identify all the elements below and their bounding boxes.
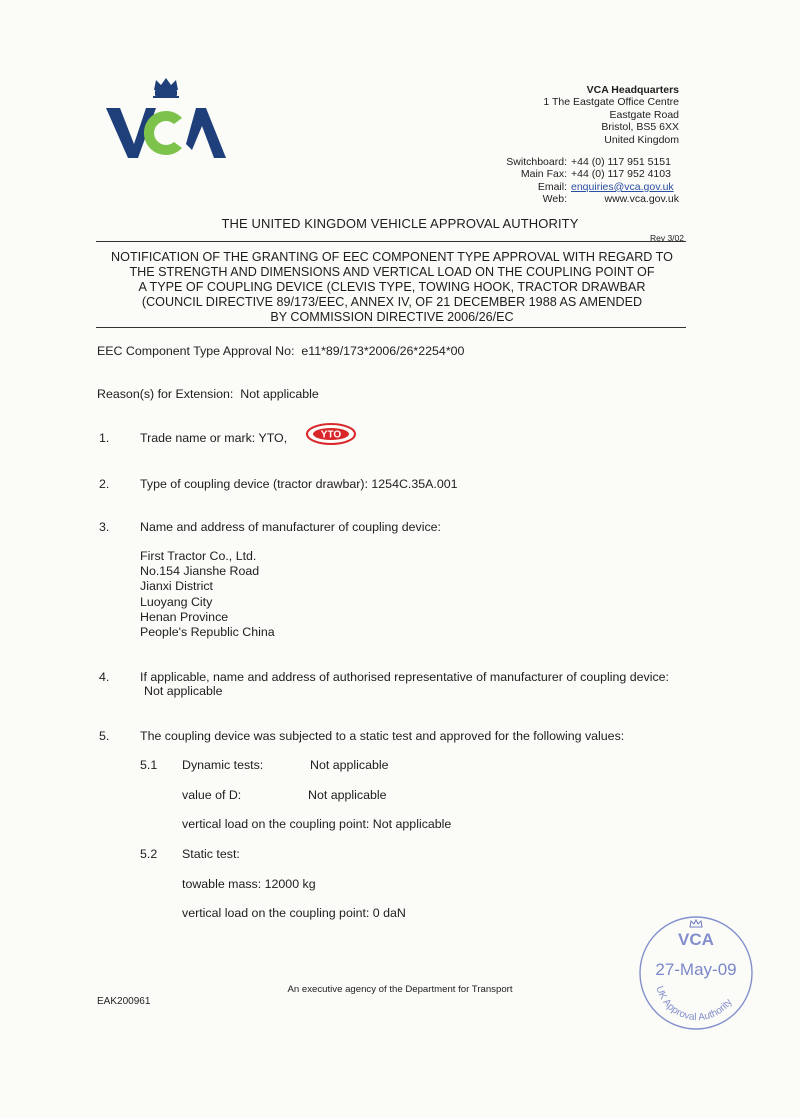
revision: Rev 3/02 bbox=[649, 233, 684, 243]
hq-line: Bristol, BS5 6XX bbox=[601, 121, 679, 134]
towable-mass: towable mass: 12000 kg bbox=[182, 877, 316, 891]
approval-value: e11*89/173*2006/26*2254*00 bbox=[301, 344, 465, 358]
contact-label: Switchboard: bbox=[506, 156, 567, 168]
address-line: First Tractor Co., Ltd. bbox=[140, 549, 257, 563]
contact-value: +44 (0) 117 952 4103 bbox=[571, 168, 671, 181]
hq-line: 1 The Eastgate Office Centre bbox=[543, 96, 679, 109]
yto-logo bbox=[305, 422, 357, 446]
dynamic-tests-label: Dynamic tests: bbox=[182, 758, 264, 772]
document-reference: EAK200961 bbox=[97, 996, 151, 1007]
representative-value: Not applicable bbox=[144, 684, 223, 698]
crown-icon bbox=[153, 78, 179, 98]
divider bbox=[96, 241, 686, 242]
stamp-logo: VCA bbox=[678, 930, 714, 949]
address-line: No.154 Jianshe Road bbox=[140, 564, 260, 579]
manufacturer-heading: Name and address of manufacturer of coupling device: bbox=[140, 520, 441, 534]
yto-logo-text: YTO bbox=[320, 429, 342, 441]
address-line: Luoyang City bbox=[140, 594, 213, 609]
address-line: Henan Province bbox=[140, 609, 229, 624]
contact-value: +44 (0) 117 951 5151 bbox=[571, 156, 671, 168]
item-number: 5. bbox=[99, 729, 110, 743]
contact-label: Web: bbox=[542, 193, 567, 206]
contact-label: Email: bbox=[537, 180, 567, 193]
notification-line: A TYPE OF COUPLING DEVICE (CLEVIS TYPE, TOWING HOOK, TRACTOR DRAWBAR bbox=[138, 280, 646, 294]
representative-heading: If applicable, name and address of authorised representative of manufacturer of coupling device: bbox=[140, 670, 669, 684]
extension-value: Not applicable bbox=[240, 387, 319, 401]
hq-line: Eastgate Road bbox=[609, 108, 679, 121]
stamp-ring-text: UK Approval Authority bbox=[653, 984, 735, 1024]
approval-number bbox=[97, 344, 464, 358]
d-value: Not applicable bbox=[308, 788, 387, 802]
notification-line: NOTIFICATION OF THE GRANTING OF EEC COMPONENT TYPE APPROVAL WITH REGARD TO bbox=[111, 250, 673, 264]
web-address: www.vca.gov.uk bbox=[604, 193, 679, 206]
address-line: Jianxi District bbox=[140, 579, 213, 594]
hq-line: United Kingdom bbox=[604, 133, 679, 146]
static-vertical-load: vertical load on the coupling point: 0 daN bbox=[182, 906, 406, 920]
authority-title: THE UNITED KINGDOM VEHICLE APPROVAL AUTHORITY bbox=[221, 216, 579, 231]
dynamic-tests-value: Not applicable bbox=[310, 758, 389, 772]
dynamic-vertical-load: vertical load on the coupling point: Not applicable bbox=[182, 817, 452, 831]
approval-stamp bbox=[638, 915, 754, 1031]
vca-logo bbox=[104, 78, 228, 164]
contact-label: Main Fax: bbox=[520, 168, 567, 181]
coupling-type: Type of coupling device (tractor drawbar): 1254C.35A.001 bbox=[140, 477, 458, 491]
notification-heading bbox=[96, 250, 688, 325]
stamp-crown-icon bbox=[690, 920, 702, 927]
manufacturer-address bbox=[140, 549, 275, 640]
extension-label: Reason(s) for Extension: bbox=[97, 387, 234, 401]
hq-address bbox=[543, 84, 679, 146]
extension-reason bbox=[97, 387, 319, 401]
subsection-number: 5.1 bbox=[140, 758, 158, 772]
item-number: 3. bbox=[99, 520, 110, 534]
d-value-label: value of D: bbox=[182, 788, 242, 802]
address-line: People's Republic China bbox=[140, 625, 275, 640]
item-number: 4. bbox=[99, 670, 110, 684]
approval-label: EEC Component Type Approval No: bbox=[97, 344, 295, 358]
trade-name: Trade name or mark: YTO, bbox=[140, 431, 288, 445]
notification-line: BY COMMISSION DIRECTIVE 2006/26/EC bbox=[270, 310, 514, 324]
divider bbox=[96, 327, 686, 328]
item-number: 1. bbox=[99, 431, 110, 445]
test-heading: The coupling device was subjected to a static test and approved for the following values: bbox=[140, 729, 625, 743]
stamp-date: 27-May-09 bbox=[655, 960, 737, 979]
hq-title: VCA Headquarters bbox=[586, 84, 679, 96]
contact-block bbox=[506, 156, 679, 206]
subsection-number: 5.2 bbox=[140, 847, 158, 861]
agency-footer: An executive agency of the Department for Transport bbox=[287, 984, 513, 995]
notification-line: THE STRENGTH AND DIMENSIONS AND VERTICAL LOAD ON THE COUPLING POINT OF bbox=[129, 265, 655, 279]
notification-line: (COUNCIL DIRECTIVE 89/173/EEC, ANNEX IV, OF 21 DECEMBER 1988 AS AMENDED bbox=[141, 295, 643, 309]
item-number: 2. bbox=[99, 477, 110, 491]
svg-text:UK Approval Authority bbox=[653, 985, 734, 1023]
email-link[interactable]: enquiries@vca.gov.uk bbox=[571, 180, 674, 193]
static-test-label: Static test: bbox=[182, 847, 240, 861]
